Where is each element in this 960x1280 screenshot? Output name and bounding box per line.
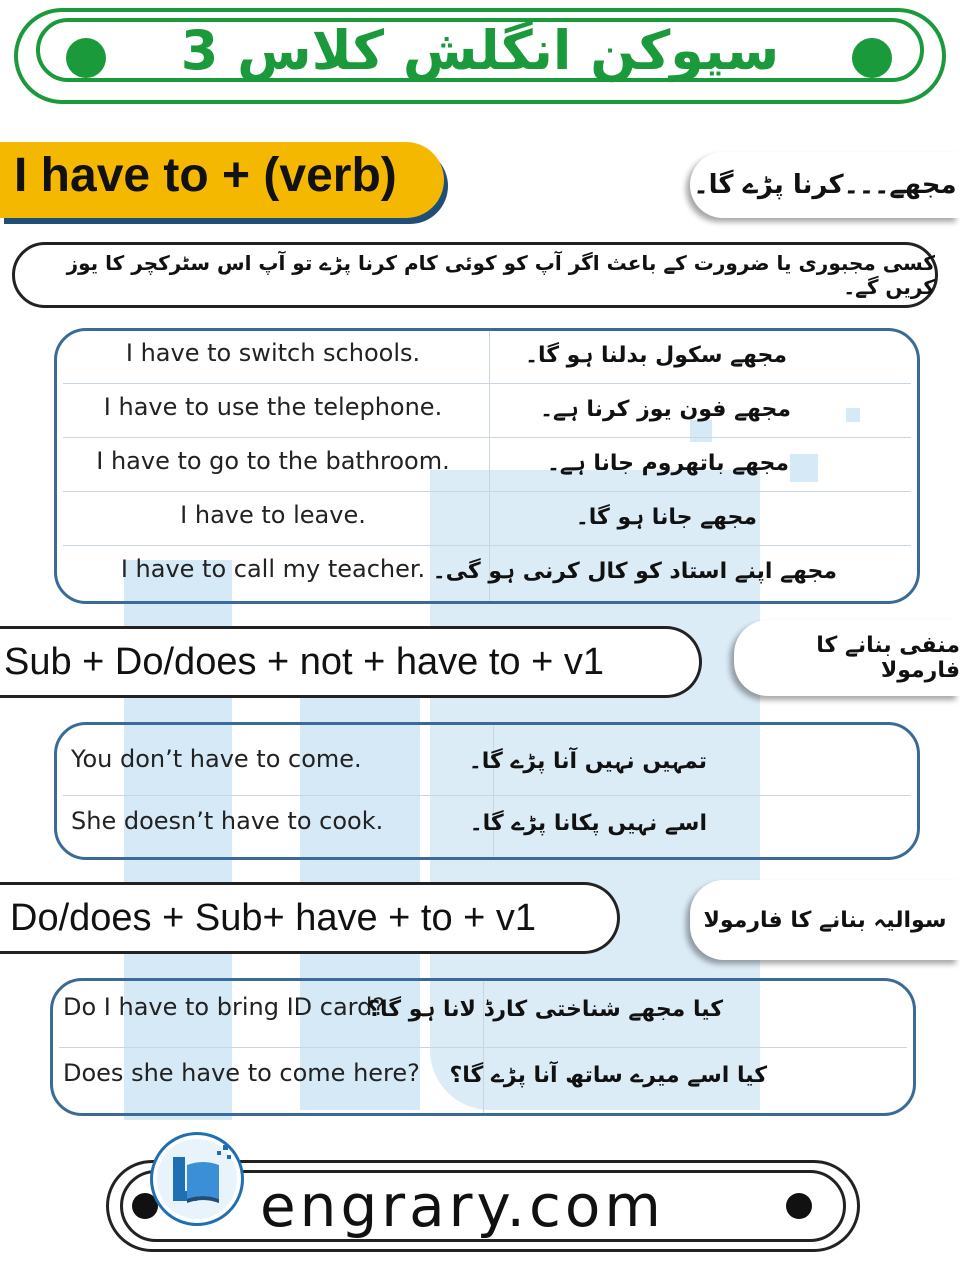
book-logo-graphic — [153, 1135, 241, 1223]
row-divider — [63, 383, 911, 384]
row-divider — [63, 795, 911, 796]
example-en: Do I have to bring ID card? — [63, 993, 386, 1021]
negative-formula-text: Sub + Do/does + not + have to + v1 — [4, 640, 604, 683]
row-divider — [63, 437, 911, 438]
example-ur: اسے نہیں پکانا پڑے گا۔ — [469, 811, 707, 836]
row-divider — [59, 1047, 907, 1048]
site-url[interactable]: engrary.com — [260, 1172, 665, 1240]
footer-dot-right — [786, 1193, 812, 1219]
example-en: I have to switch schools. — [125, 339, 421, 367]
question-formula-text: Do/does + Sub+ have + to + v1 — [10, 896, 537, 939]
question-table — [50, 978, 916, 1116]
examples-table — [54, 328, 920, 604]
intro-banner: کسی مجبوری یا ضرورت کے باعث اگر آپ کو کوئی کام کرنا پڑے تو آپ اس سٹرکچر کا یوز کریں گے۔ — [12, 242, 938, 308]
row-divider — [63, 545, 911, 546]
example-ur: مجھے باتھروم جانا ہے۔ — [547, 451, 789, 476]
example-en: You don’t have to come. — [71, 745, 362, 773]
example-en: I have to use the telephone. — [103, 393, 443, 421]
example-en: I have to go to the bathroom. — [96, 447, 450, 475]
row-divider — [63, 491, 911, 492]
column-divider — [493, 725, 494, 857]
negative-label-tab: منفی بنانے کا فارمولا — [734, 620, 960, 696]
example-ur: مجھے سکول بدلنا ہو گا۔ — [525, 343, 787, 368]
example-ur: مجھے اپنے استاد کو کال کرنی ہو گی۔ — [432, 559, 837, 584]
example-ur: مجھے جانا ہو گا۔ — [575, 505, 757, 530]
structure-heading-text: I have to + (verb) — [14, 149, 397, 202]
header-dot-left — [66, 38, 106, 78]
header-dot-right — [852, 38, 892, 78]
example-ur: تمہیں نہیں آنا پڑے گا۔ — [468, 749, 707, 774]
question-formula — [0, 882, 620, 954]
example-ur: کیا مجھے شناختی کارڈ لانا ہو گا؟ — [367, 997, 723, 1022]
example-en: Does she have to come here? — [63, 1059, 420, 1087]
example-en: I have to leave. — [180, 501, 366, 529]
question-label-tab: سوالیہ بنانے کا فارمولا — [690, 880, 960, 960]
example-en: I have to call my teacher. — [120, 555, 426, 583]
example-ur: مجھے فون یوز کرنا ہے۔ — [540, 397, 791, 422]
page-title: سپوکن انگلش کلاس 3 — [180, 18, 780, 82]
book-logo-icon — [150, 1132, 244, 1226]
structure-heading — [0, 142, 444, 218]
example-ur: کیا اسے میرے ساتھ آنا پڑے گا؟ — [449, 1063, 767, 1088]
example-en: She doesn’t have to cook. — [71, 807, 384, 835]
meaning-tab: مجھے۔۔۔کرنا پڑے گا۔ — [690, 152, 960, 218]
negative-formula — [0, 626, 702, 698]
negative-table — [54, 722, 920, 860]
